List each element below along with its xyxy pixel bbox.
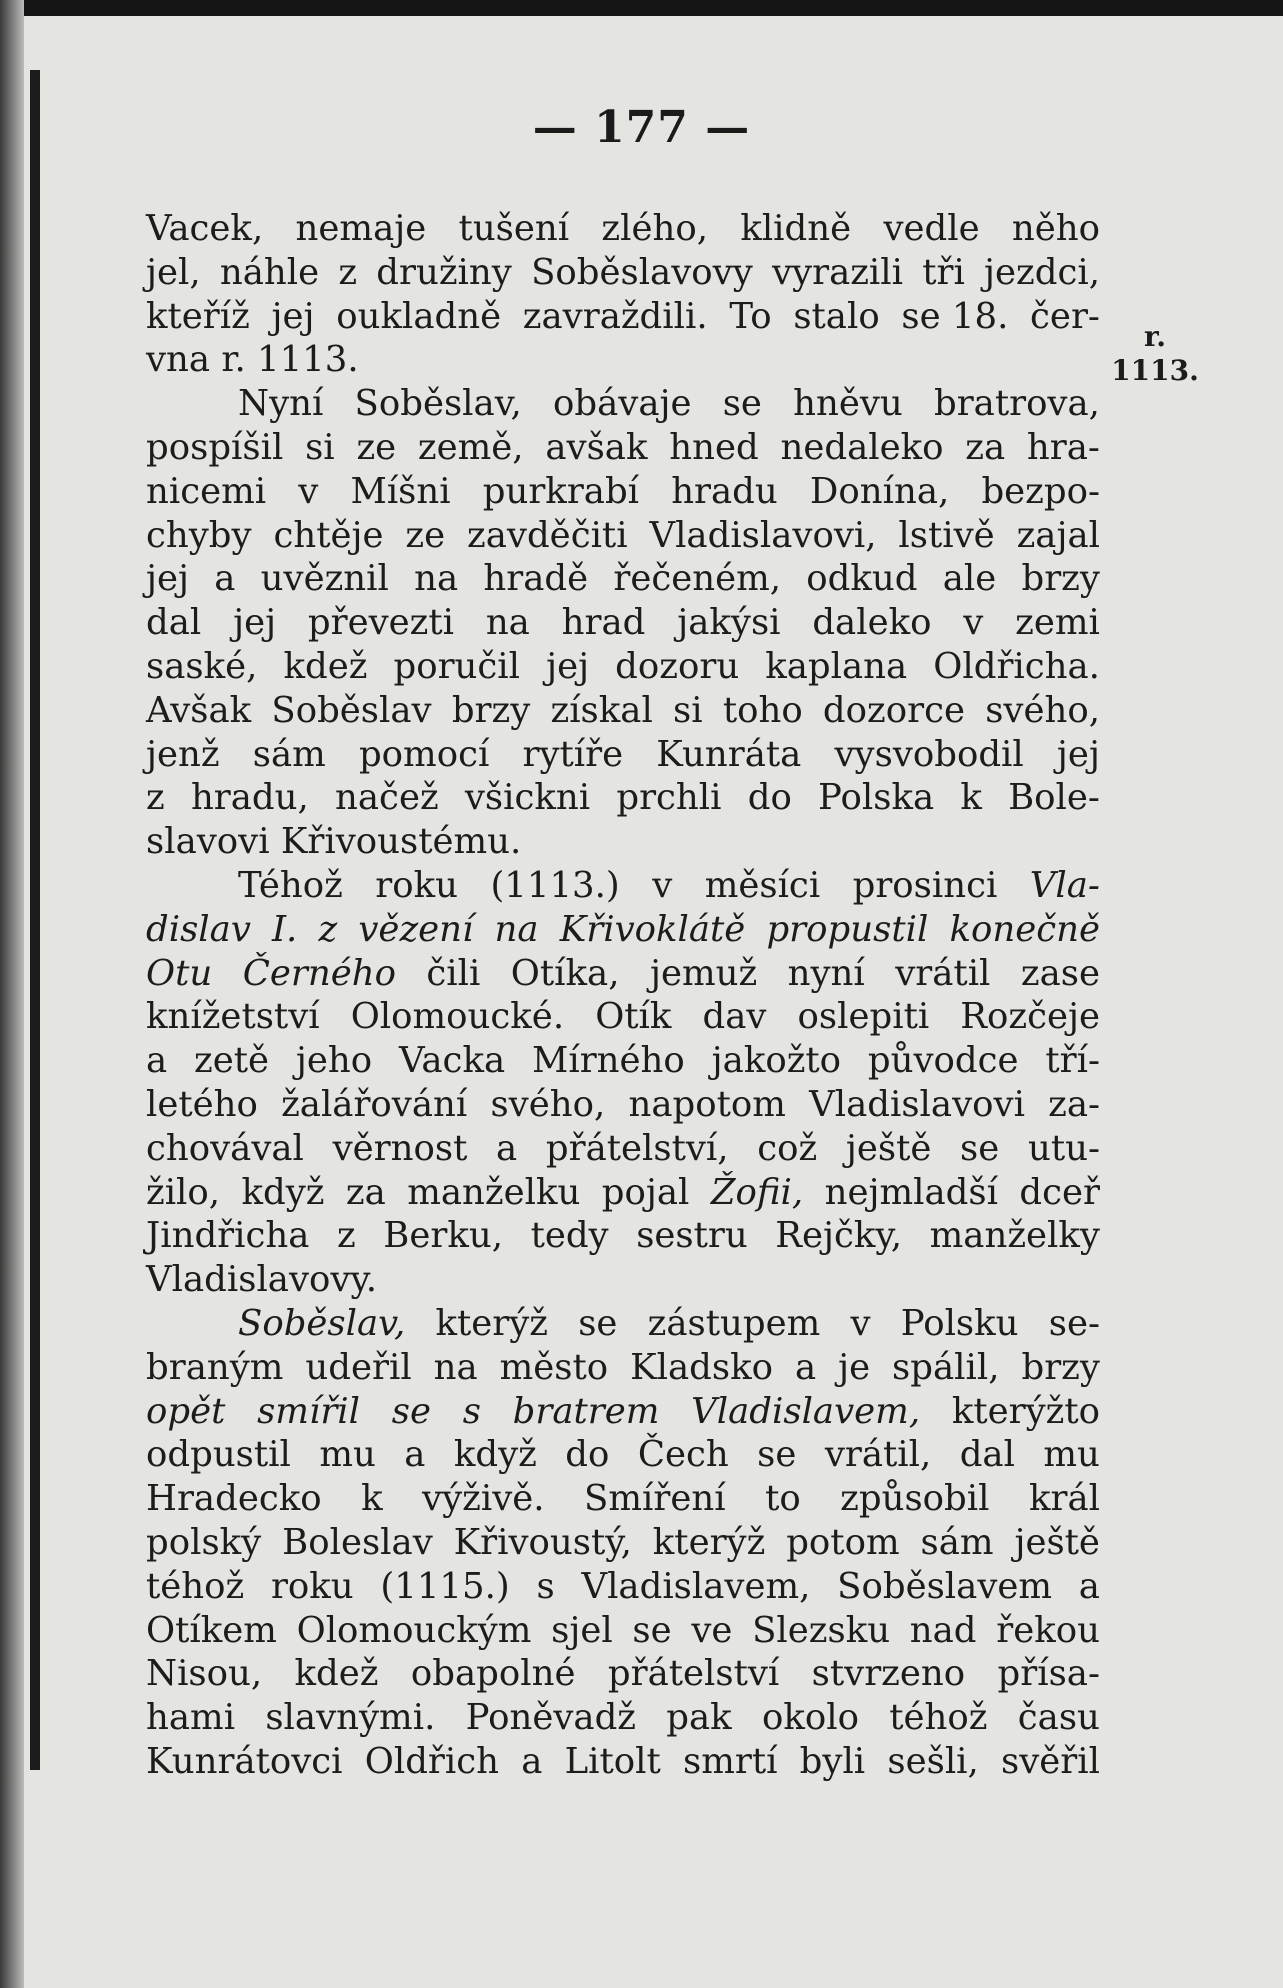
text-line: [146, 1521, 1100, 1565]
word: I.: [272, 908, 298, 950]
body-text: [146, 207, 1100, 1784]
word: na: [414, 558, 459, 600]
word: na: [485, 602, 530, 644]
word: kterýžto: [951, 1390, 1100, 1432]
word: se: [391, 1390, 431, 1432]
word: napotom: [628, 1083, 786, 1125]
word: manželku: [407, 1171, 581, 1213]
text-line: [146, 207, 1100, 251]
word: dal: [959, 1434, 1015, 1476]
word: saské,: [146, 645, 258, 687]
word: času: [1017, 1697, 1100, 1739]
word: Otu: [146, 952, 213, 994]
word: Olomouckým: [296, 1609, 532, 1651]
word: to: [765, 1478, 801, 1520]
word: za: [345, 1171, 386, 1213]
word: si: [305, 426, 335, 468]
word: a: [404, 1434, 426, 1476]
word: brzy: [1021, 558, 1100, 600]
text-line: [146, 1696, 1100, 1740]
word: kdež: [283, 645, 368, 687]
word: v: [850, 1302, 871, 1344]
word: svého,: [985, 689, 1100, 731]
word: hami: [146, 1697, 236, 1739]
word: do: [565, 1434, 610, 1476]
word: Otík: [595, 996, 672, 1038]
word: svého,: [490, 1083, 606, 1125]
word: bratrem: [512, 1390, 660, 1432]
word: letého: [146, 1083, 258, 1125]
margin-note-line1: r.: [1144, 320, 1166, 353]
word: k: [960, 777, 982, 819]
word: z: [336, 1215, 356, 1257]
text-line: [146, 1565, 1100, 1609]
word: Otíkem: [146, 1609, 277, 1651]
word: něho: [1011, 208, 1100, 249]
word: se 18.: [901, 295, 1009, 337]
word: prosinci: [852, 864, 998, 906]
word: chovával: [146, 1127, 304, 1169]
word: přátelství,: [545, 1127, 729, 1169]
word: stvrzeno: [811, 1653, 966, 1695]
word: Berku,: [383, 1215, 503, 1257]
word: brzy: [451, 689, 531, 731]
word: hněvu: [793, 383, 903, 425]
margin-note-line2: 1113.: [1111, 354, 1199, 387]
text-line: [146, 864, 1100, 908]
word: což: [757, 1127, 818, 1169]
word: avšak: [545, 426, 648, 468]
word: sám: [920, 1521, 994, 1563]
word: Rejčky,: [775, 1215, 903, 1257]
word: polský: [146, 1521, 262, 1563]
word: jeho: [295, 1040, 373, 1082]
word: čer-: [1030, 295, 1100, 337]
word: Donína,: [809, 470, 950, 512]
word: s: [462, 1390, 481, 1432]
word: hradu,: [190, 777, 309, 819]
word: družiny: [376, 251, 512, 293]
word: pojal: [601, 1171, 690, 1213]
word: Kunráta: [656, 733, 802, 775]
text-line: [146, 514, 1100, 558]
word: tedy: [530, 1215, 609, 1257]
word: ještě: [1014, 1521, 1100, 1563]
word: původce: [867, 1040, 1019, 1082]
word: prchli: [616, 777, 722, 819]
word: odkud: [806, 558, 918, 600]
word: jenž: [146, 733, 220, 775]
word: uvěznil: [260, 558, 389, 600]
word: zemi: [1015, 602, 1100, 644]
word: Litolt: [564, 1740, 661, 1782]
word: potom: [786, 1521, 900, 1563]
word: obávaje: [553, 383, 692, 425]
word: za-: [1048, 1083, 1100, 1125]
word: jakožto: [711, 1040, 842, 1082]
word: nad: [909, 1609, 977, 1651]
word: čili: [426, 952, 481, 994]
text-line: [146, 1609, 1100, 1653]
word: z: [146, 777, 165, 819]
text-line: [146, 1039, 1100, 1083]
word: náhle: [219, 251, 320, 293]
word: obapolné: [410, 1653, 576, 1695]
word: jej: [546, 645, 590, 687]
word: Vladislavovi,: [649, 514, 877, 556]
text-line: [146, 820, 1100, 864]
word: okolo: [762, 1697, 859, 1739]
word: To: [729, 295, 772, 337]
word: pomocí: [358, 733, 490, 775]
text-line: [146, 1652, 1100, 1696]
word: Oldřich: [364, 1740, 500, 1782]
word: jej: [146, 558, 190, 600]
text-line: [146, 1127, 1100, 1171]
word: slavovi Křivoustému.: [146, 821, 522, 863]
word: sešli,: [887, 1740, 979, 1782]
word: dceř: [1019, 1171, 1100, 1213]
word: Olomoucké.: [350, 996, 565, 1038]
text-line: [146, 1740, 1100, 1784]
word: žalářování: [281, 1083, 468, 1125]
word: udeřil: [305, 1346, 412, 1388]
text-line: [146, 557, 1100, 601]
word: nejmladší: [824, 1171, 998, 1213]
word: roku: [375, 864, 459, 906]
word: propustil: [766, 908, 929, 950]
word: zavraždili.: [522, 295, 708, 337]
word: tří-: [1045, 1040, 1100, 1082]
text-line: [146, 251, 1100, 295]
word: purkrabí: [482, 470, 640, 512]
binding-edge: [30, 70, 40, 1770]
word: do: [747, 777, 792, 819]
scan-top-edge: [0, 0, 1283, 16]
word: hradu: [671, 470, 778, 512]
word: na: [433, 1346, 478, 1388]
page-number: — 177 —: [532, 102, 751, 153]
word: nemaje: [295, 208, 427, 249]
word: získal: [550, 689, 653, 731]
word: věrnost: [332, 1127, 468, 1169]
word: hradě: [483, 558, 589, 600]
word: Soběslav,: [354, 383, 522, 425]
text-line: [146, 1346, 1100, 1390]
word: toho: [722, 689, 803, 731]
word: a: [1078, 1565, 1100, 1607]
word: Křivoklátě: [559, 908, 746, 950]
word: tři: [922, 251, 965, 293]
word: v: [652, 864, 673, 906]
word: nedaleko: [780, 426, 944, 468]
word: Boleslav: [282, 1521, 433, 1563]
word: byli: [799, 1740, 866, 1782]
word: na: [494, 908, 539, 950]
word: bezpo-: [981, 470, 1100, 512]
word: v: [963, 602, 984, 644]
word: Jindřicha: [146, 1215, 310, 1257]
word: Vladislavovi: [809, 1083, 1025, 1125]
word: Vladislavovy.: [146, 1259, 378, 1301]
word: dozorce: [822, 689, 965, 731]
text-line: [146, 470, 1100, 514]
word: všickni: [464, 777, 591, 819]
word: Nyní: [238, 383, 324, 425]
word: Míšni: [350, 470, 451, 512]
word: sestru: [636, 1215, 748, 1257]
text-line: [146, 601, 1100, 645]
word: kaplana: [765, 645, 908, 687]
word: slavnými.: [265, 1697, 436, 1739]
word: přísa-: [997, 1653, 1100, 1695]
word: dav: [702, 996, 767, 1038]
word: pospíšil: [146, 426, 284, 468]
word: konečně: [949, 908, 1100, 950]
word: Poněvadž: [465, 1697, 636, 1739]
word: převezti: [307, 602, 454, 644]
word: řekou: [996, 1609, 1100, 1651]
word: vedle: [883, 208, 980, 249]
word: kterýž: [652, 1521, 766, 1563]
word: ze: [405, 514, 446, 556]
word: Téhož: [238, 864, 343, 906]
word: dal: [146, 602, 202, 644]
word: tušení: [458, 208, 570, 249]
text-line: [146, 382, 1100, 426]
word: daleko: [812, 602, 932, 644]
word: výživě.: [422, 1478, 545, 1520]
word: hra-: [1026, 426, 1100, 468]
word: Smíření: [584, 1478, 726, 1520]
text-line: [146, 733, 1100, 777]
word: Soběslav,: [238, 1302, 406, 1344]
word: když: [453, 1434, 537, 1476]
text-line: [146, 995, 1100, 1039]
word: vysvobodil: [834, 733, 1024, 775]
word: a: [794, 1346, 817, 1388]
word: a: [146, 1040, 168, 1082]
word: opět: [146, 1390, 226, 1432]
word: kteříž: [146, 295, 250, 337]
word: Bole-: [1008, 777, 1100, 819]
text-line: [146, 1390, 1100, 1434]
word: jakýsi: [677, 602, 781, 644]
word: se: [757, 1434, 797, 1476]
word: a: [214, 558, 236, 600]
word: vna r. 1113.: [146, 339, 359, 381]
text-line: [146, 952, 1100, 996]
text-line: [146, 1171, 1100, 1215]
text-line: [146, 1083, 1100, 1127]
word: chtěje: [273, 514, 384, 556]
spine-shadow: [0, 0, 24, 1988]
word: Slezsku: [752, 1609, 891, 1651]
word: Kladsko: [630, 1346, 773, 1388]
word: v: [298, 470, 319, 512]
word: vrátil,: [824, 1434, 932, 1476]
word: způsobil: [840, 1478, 990, 1520]
text-line: [146, 426, 1100, 470]
word: se: [578, 1302, 618, 1344]
word: s: [536, 1565, 555, 1607]
word: se-: [1048, 1302, 1100, 1344]
word: k: [361, 1478, 383, 1520]
word: nyní: [787, 952, 865, 994]
word: a: [521, 1740, 543, 1782]
word: sjel: [551, 1609, 613, 1651]
word: Vladislavem,: [581, 1565, 811, 1607]
word: Soběslavovy: [531, 251, 753, 293]
word: rytíře: [522, 733, 624, 775]
word: manželky: [929, 1215, 1100, 1257]
word: vězení: [358, 908, 474, 950]
word: smířil: [257, 1390, 361, 1432]
word: mu: [319, 1434, 376, 1476]
word: Rozčeje: [960, 996, 1100, 1038]
word: Avšak: [146, 689, 252, 731]
word: Vacek,: [146, 208, 264, 249]
word: za: [965, 426, 1006, 468]
word: chyby: [146, 514, 252, 556]
word: odpustil: [146, 1434, 291, 1476]
word: město: [499, 1346, 609, 1388]
word: oslepiti: [797, 996, 930, 1038]
word: vyrazili: [771, 251, 903, 293]
text-line: [146, 295, 1100, 339]
text-line: [146, 1477, 1100, 1521]
word: zetě: [194, 1040, 270, 1082]
text-line: [146, 645, 1100, 689]
word: ve: [691, 1609, 733, 1651]
text-line: [146, 338, 1100, 382]
word: sám: [252, 733, 326, 775]
word: hrad: [561, 602, 646, 644]
word: z: [338, 251, 358, 293]
word: svěřil: [1001, 1740, 1100, 1782]
word: si: [673, 689, 703, 731]
word: se: [632, 1609, 672, 1651]
word: dislav: [146, 908, 251, 950]
word: je: [838, 1346, 871, 1388]
word: brzy: [1021, 1346, 1100, 1388]
word: stalo: [793, 295, 880, 337]
word: ze: [356, 426, 397, 468]
word: lstivě: [898, 514, 995, 556]
word: smrtí: [682, 1740, 778, 1782]
word: Oldřicha.: [933, 645, 1100, 687]
word: oukladně: [336, 295, 502, 337]
text-line: [146, 1302, 1100, 1346]
word: kterýž: [435, 1302, 549, 1344]
text-line: [146, 776, 1100, 820]
word: Mírného: [531, 1040, 685, 1082]
word: Černého: [242, 952, 396, 994]
word: spálil,: [892, 1346, 1000, 1388]
word: jej: [271, 295, 315, 337]
word: měsíci: [704, 864, 821, 906]
text-line: [146, 1214, 1100, 1258]
word: braným: [146, 1346, 284, 1388]
text-line: [146, 1433, 1100, 1477]
word: poručil: [393, 645, 521, 687]
text-line: [146, 1258, 1100, 1302]
word: Vla-: [1029, 864, 1100, 906]
word: Nisou,: [146, 1653, 263, 1695]
word: jej: [1056, 733, 1100, 775]
word: Vladislavem,: [691, 1390, 921, 1432]
word: Kunrátovci: [146, 1740, 343, 1782]
text-line: [146, 908, 1100, 952]
word: Křivoustý,: [453, 1521, 632, 1563]
word: přátelství: [607, 1653, 780, 1695]
word: Otíka,: [510, 952, 620, 994]
word: Vacka: [399, 1040, 506, 1082]
word: téhož: [889, 1697, 988, 1739]
word: řečeném,: [613, 558, 782, 600]
word: a: [496, 1127, 518, 1169]
word: Žofii,: [710, 1171, 804, 1213]
word: Polsku: [900, 1302, 1019, 1344]
word: Hradecko: [146, 1478, 322, 1520]
word: téhož: [146, 1565, 245, 1607]
word: bratrova,: [933, 383, 1100, 425]
word: vrátil: [895, 952, 991, 994]
word: ještě: [845, 1127, 932, 1169]
word: knížetství: [146, 996, 320, 1038]
word: dozoru: [615, 645, 740, 687]
word: klidně: [740, 208, 852, 249]
word: nicemi: [146, 470, 267, 512]
word: z: [318, 908, 338, 950]
word: načež: [335, 777, 439, 819]
word: hned: [669, 426, 759, 468]
word: ale: [942, 558, 997, 600]
word: zlého,: [601, 208, 709, 249]
word: země,: [417, 426, 524, 468]
word: Soběslav: [271, 689, 432, 731]
word: (1115.): [380, 1565, 510, 1607]
word: Čech: [637, 1434, 729, 1476]
word: jezdci,: [984, 251, 1100, 293]
word: pak: [666, 1697, 732, 1739]
word: kdež: [294, 1653, 379, 1695]
word: zástupem: [647, 1302, 821, 1344]
word: jej: [233, 602, 277, 644]
word: král: [1028, 1478, 1100, 1520]
word: se: [960, 1127, 1000, 1169]
word: Soběslavem: [837, 1565, 1053, 1607]
word: roku: [270, 1565, 354, 1607]
word: zajal: [1016, 514, 1100, 556]
word: Polska: [818, 777, 935, 819]
word: zase: [1020, 952, 1100, 994]
word: jel,: [146, 251, 201, 293]
word: žilo,: [146, 1171, 221, 1213]
word: se: [722, 383, 762, 425]
text-line: [146, 689, 1100, 733]
margin-year-note: [1110, 320, 1200, 388]
word: zavděčiti: [467, 514, 628, 556]
word: utu-: [1027, 1127, 1100, 1169]
word: jemuž: [649, 952, 758, 994]
word: když: [241, 1171, 325, 1213]
word: mu: [1043, 1434, 1100, 1476]
word: (1113.): [490, 864, 620, 906]
